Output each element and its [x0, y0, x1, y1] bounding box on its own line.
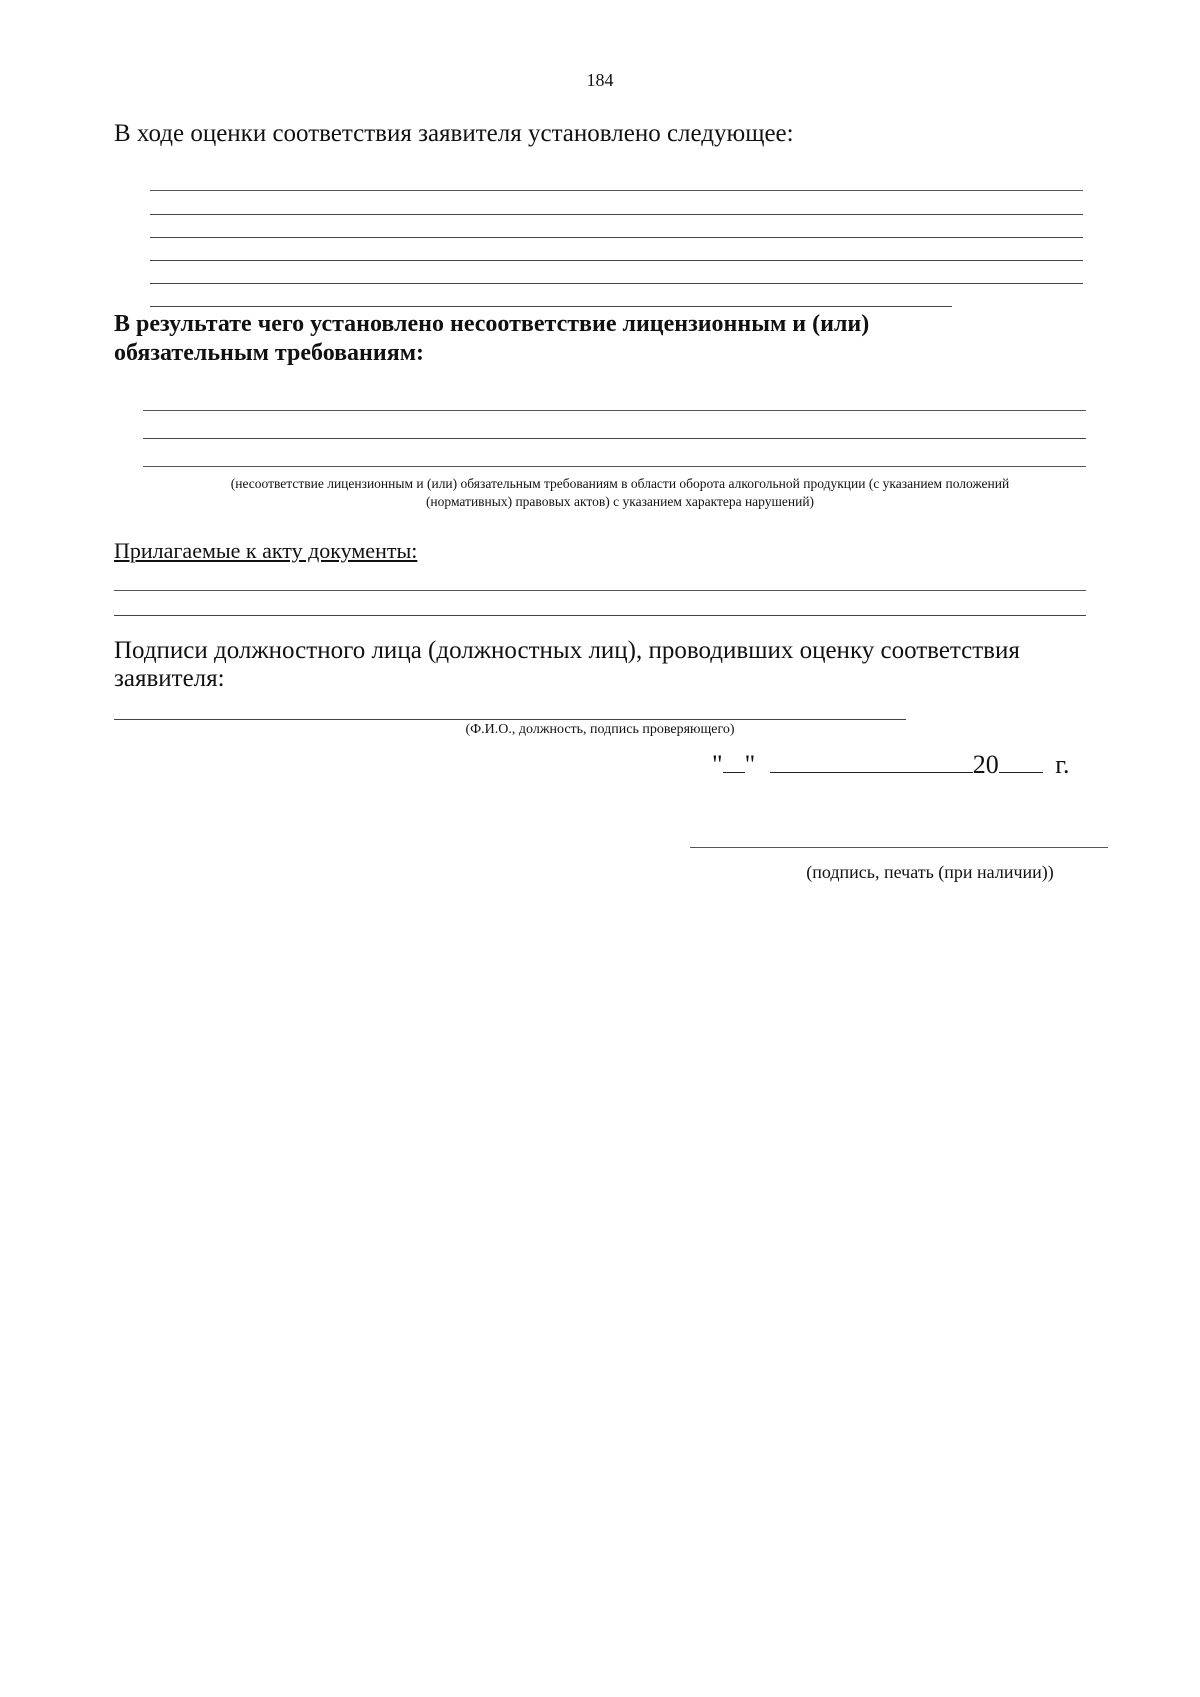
findings-line-1 — [150, 190, 1083, 191]
attached-line-2 — [114, 615, 1086, 616]
nonconformity-caption-line-2: (нормативных) правовых актов) с указанием характера нарушений) — [425, 494, 815, 509]
date-century: 20 — [972, 750, 999, 779]
seal-signature-line — [690, 847, 1108, 848]
findings-line-6 — [150, 306, 952, 307]
date-year-suffix: г. — [1055, 750, 1070, 779]
nonconformity-line-1 — [143, 410, 1086, 411]
date-day-blank — [723, 750, 745, 773]
date-quote-open: " — [712, 750, 723, 779]
findings-line-5 — [150, 283, 1083, 284]
findings-line-4 — [150, 260, 1083, 261]
date-row — [712, 750, 1069, 780]
nonconformity-line-2 — [143, 438, 1086, 439]
attached-documents-label: Прилагаемые к акту документы: — [114, 538, 418, 563]
nonconformity-caption-line-1: (несоответствие лицензионным и (или) обязательным требованиям в области оборота алкогольной продукции (с указанием положений — [230, 476, 1010, 491]
nonconformity-heading-line-2: обязательным требованиям: — [114, 340, 425, 366]
date-month-blank — [770, 750, 973, 773]
nonconformity-caption — [140, 475, 1100, 511]
page-number: 184 — [586, 70, 614, 90]
nonconformity-heading — [114, 310, 1114, 368]
nonconformity-heading-line-1: В результате чего установлено несоответствие лицензионным и (или) — [114, 311, 870, 337]
nonconformity-line-3 — [143, 466, 1086, 467]
seal-signature-caption: (подпись, печать (при наличии)) — [806, 862, 1054, 882]
date-year-blank — [999, 750, 1043, 773]
attached-line-1 — [114, 590, 1086, 591]
signatures-heading: Подписи должностного лица (должностных лиц), проводивших оценку соответствия заявителя: — [114, 637, 1020, 692]
fio-caption: (Ф.И.О., должность, подпись проверяющего) — [465, 722, 735, 737]
findings-line-2 — [150, 214, 1083, 215]
signature-name-line — [114, 719, 906, 720]
date-quote-close: " — [744, 750, 756, 779]
findings-line-3 — [150, 237, 1083, 238]
findings-intro: В ходе оценки соответствия заявителя установлено следующее: — [114, 120, 794, 147]
